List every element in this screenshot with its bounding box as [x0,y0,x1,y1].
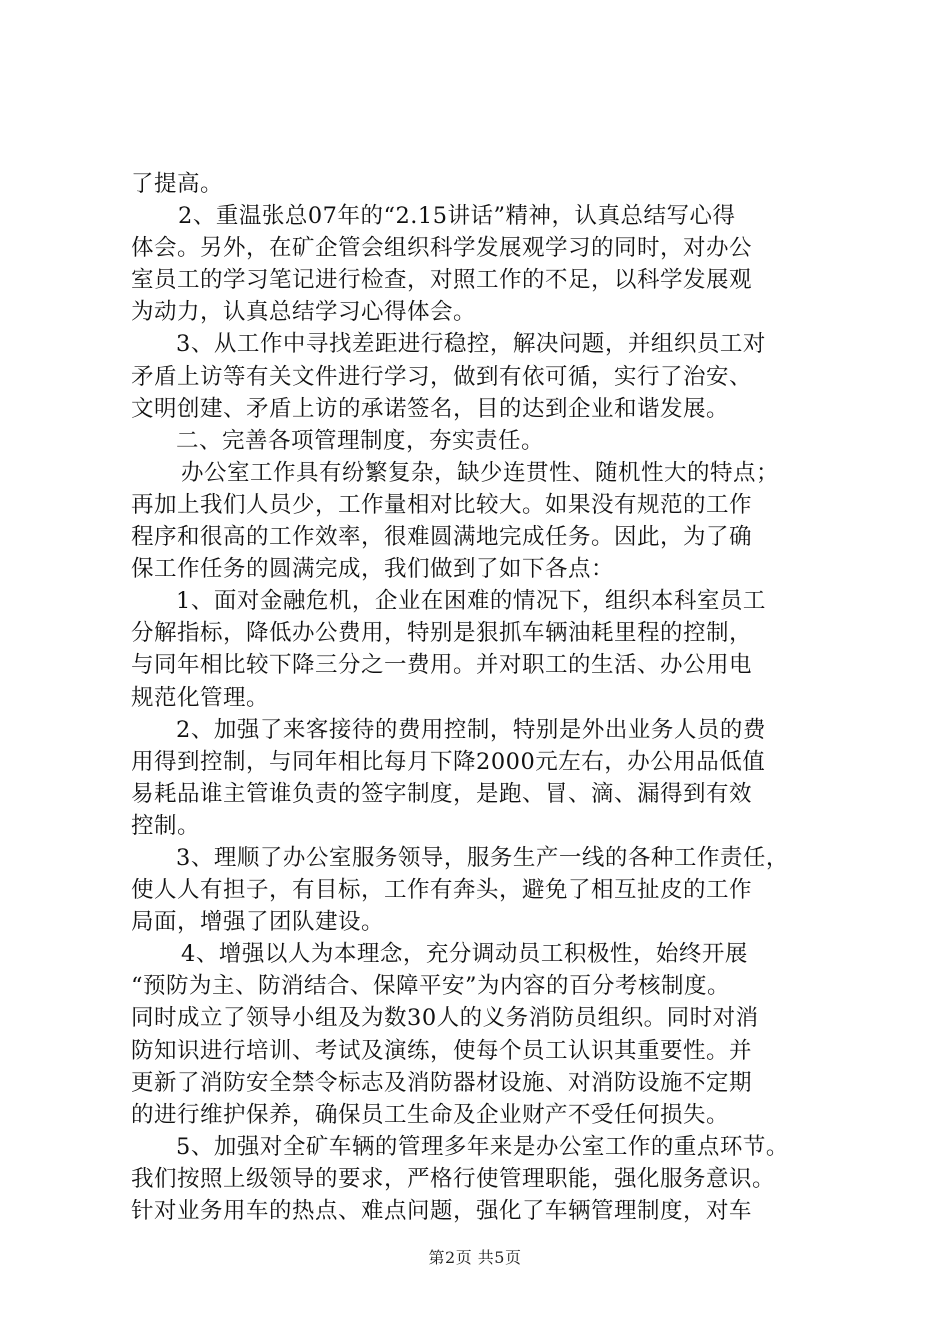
text-line: 控制。 [131,812,201,839]
text-line: “预防为主、防消结合、保障平安”为内容的百分考核制度。 [131,973,731,1000]
text-line: 规范化管理。 [131,684,270,711]
text-line: 3、理顺了办公室服务领导，服务生产一线的各种工作责任， [176,844,789,871]
text-line: 局面，增强了团队建设。 [131,909,385,936]
page-footer: 第2页 共5页 [428,1248,522,1267]
text-line: 3、从工作中寻找差距进行稳控，解决问题，并组织员工对 [176,331,766,358]
document-body [131,168,831,1227]
text-line: 5、加强对全矿车辆的管理多年来是办公室工作的重点环节。 [176,1133,789,1160]
text-line: 办公室工作具有纷繁复杂，缺少连贯性、随机性大的特点； [181,459,780,486]
text-line: 针对业务用车的热点、难点问题，强化了车辆管理制度，对车 [131,1198,753,1224]
text-line: 分解指标，降低办公费用，特别是狠抓车辆油耗里程的控制， [131,620,753,647]
text-line: 同时成立了领导小组及为数30人的义务消防员组织。同时对消 [131,1005,759,1032]
text-line: 防知识进行培训、考试及演练，使每个员工认识其重要性。并 [131,1037,753,1064]
text-line: 室员工的学习笔记进行检查，对照工作的不足，以科学发展观 [131,267,753,294]
text-line: 2、重温张总07年的“2.15讲话”精神，认真总结写心得 [178,203,736,230]
text-line: 1、面对金融危机，企业在困难的情况下，组织本科室员工 [176,588,766,615]
text-line: 文明创建、矛盾上访的承诺签名，目的达到企业和谐发展。 [131,395,730,422]
text-line: 2、加强了来客接待的费用控制，特别是外出业务人员的费 [176,716,766,743]
text-line: 的进行维护保养，确保员工生命及企业财产不受任何损失。 [131,1101,730,1128]
text-line: 4、增强以人为本理念，充分调动员工积极性，始终开展 [181,941,748,968]
text-line: 用得到控制，与同年相比每月下降2000元左右，办公用品低值 [131,748,766,775]
text-line: 与同年相比较下降三分之一费用。并对职工的生活、办公用电 [131,652,753,679]
text-line: 了提高。 [131,171,224,197]
text-line: 矛盾上访等有关文件进行学习，做到有依可循，实行了治安、 [131,363,753,390]
text-line: 体会。另外，在矿企管会组织科学发展观学习的同时，对办公 [131,235,753,262]
text-line: 我们按照上级领导的要求，严格行使管理职能，强化服务意识。 [131,1165,776,1192]
text-line: 易耗品谁主管谁负责的签字制度，是跑、冒、滴、漏得到有效 [131,780,753,807]
text-line: 为动力，认真总结学习心得体会。 [131,299,477,326]
text-line: 程序和很高的工作效率，很难圆满地完成任务。因此，为了确 [131,524,753,551]
text-line: 更新了消防安全禁令标志及消防器材设施、对消防设施不定期 [131,1069,753,1096]
text-line: 使人人有担子，有目标，工作有奔头，避免了相互扯皮的工作 [131,877,753,904]
text-line: 保工作任务的圆满完成，我们做到了如下各点： [131,556,615,583]
text-line: 二、完善各项管理制度，夯实责任。 [176,427,545,454]
text-line: 再加上我们人员少，工作量相对比较大。如果没有规范的工作 [131,491,753,518]
